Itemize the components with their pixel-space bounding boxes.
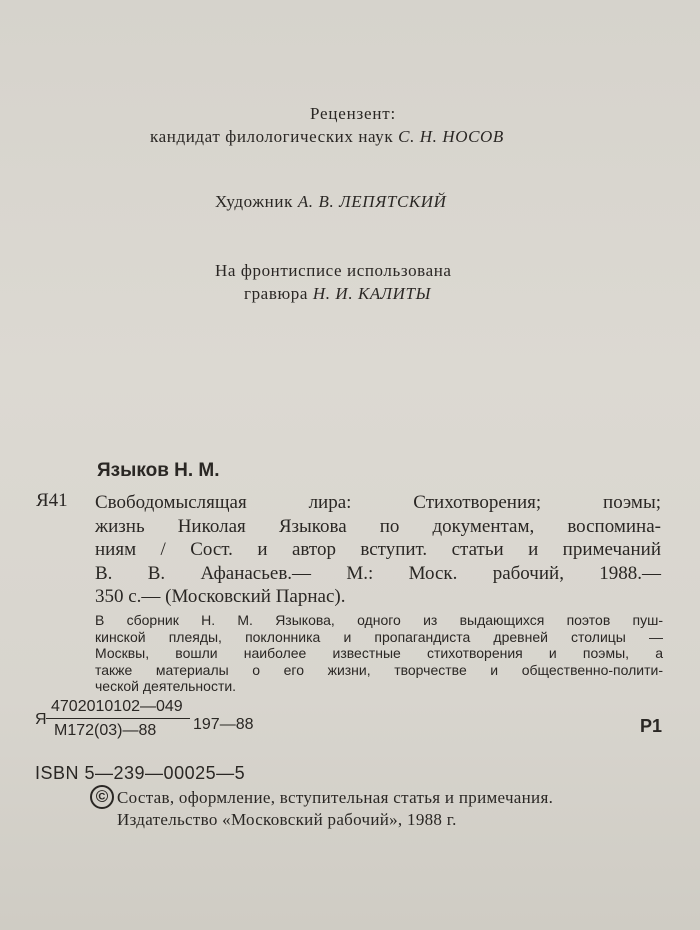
annotation-line: ческой деятельности. bbox=[95, 678, 237, 694]
reviewer-label: Рецензент: bbox=[310, 104, 397, 123]
artist-role: Художник bbox=[215, 192, 293, 211]
copyright-line-1: Состав, оформление, вступительная статья и примечания. bbox=[117, 788, 554, 807]
description-line: 350 с.— (Московский Парнас). bbox=[95, 586, 346, 607]
author-heading: Языков Н. М. bbox=[97, 460, 220, 481]
copyright-line-2: Издательство «Московский рабочий», 1988 г. bbox=[117, 810, 457, 829]
class-code: Я41 bbox=[36, 490, 68, 511]
reviewer-role: кандидат филологических наук bbox=[150, 127, 394, 146]
isbn: ISBN 5—239—00025—5 bbox=[35, 763, 246, 783]
bbk-code: Р1 bbox=[640, 716, 663, 736]
annotation-line: также материалы о его жизни, творчестве и общественно-полити- bbox=[95, 661, 663, 678]
annotation-line: Москвы, вошли наиболее известные стихотворения и поэмы, а bbox=[95, 645, 663, 661]
reviewer-name: С. Н. НОСОВ bbox=[398, 127, 504, 146]
reviewer-line bbox=[150, 127, 504, 147]
frontispiece-line-1: На фронтисписе использована bbox=[215, 261, 452, 280]
description-line: Свободомыслящая лира: Стихотворения; поэмы; bbox=[95, 492, 661, 513]
artist-name: А. В. ЛЕПЯТСКИЙ bbox=[297, 192, 447, 211]
catalog-denominator: М172(03)—88 bbox=[54, 722, 157, 739]
catalog-fraction-rule bbox=[46, 718, 190, 719]
frontispiece-line-2 bbox=[244, 284, 431, 304]
annotation-line: В сборник Н. М. Языкова, одного из выдающихся поэтов пуш- bbox=[95, 612, 663, 628]
catalog-prefix: Я bbox=[35, 711, 47, 728]
engraver-name: Н. И. КАЛИТЫ bbox=[312, 284, 432, 303]
catalog-suffix: 197—88 bbox=[193, 716, 254, 733]
catalog-numerator: 4702010102—049 bbox=[51, 698, 183, 715]
artist-line bbox=[215, 192, 447, 212]
description-line: жизнь Николая Языкова по документам, воспомина- bbox=[95, 515, 661, 537]
copyright-icon: © bbox=[90, 785, 114, 809]
annotation bbox=[95, 612, 663, 695]
annotation-line: кинской плеяды, поклонника и пропагандиста древней столицы — bbox=[95, 628, 663, 645]
description-line: ниям / Сост. и автор вступит. статьи и примечаний bbox=[95, 539, 661, 560]
bibliographic-description bbox=[95, 491, 661, 609]
frontispiece-prefix: гравюра bbox=[244, 284, 308, 303]
description-line: В. В. Афанасьев.— М.: Моск. рабочий, 1988.— bbox=[95, 562, 661, 584]
